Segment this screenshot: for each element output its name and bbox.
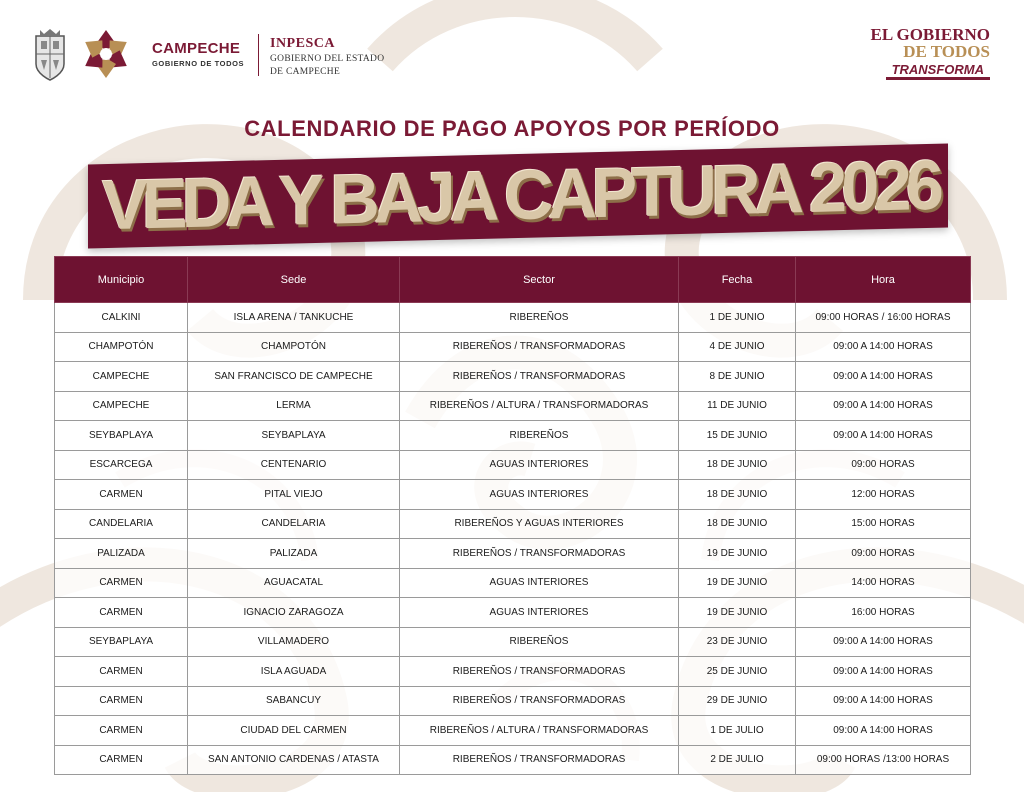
page-title: CALENDARIO DE PAGO APOYOS POR PERÍODO — [244, 116, 780, 141]
cell-sector: RIBEREÑOS / ALTURA / TRANSFORMADORAS — [400, 716, 679, 746]
cell-fecha: 18 DE JUNIO — [679, 509, 796, 539]
cell-municipio: CAMPECHE — [55, 362, 188, 392]
table-row — [55, 303, 971, 333]
cell-municipio: CHAMPOTÓN — [55, 332, 188, 362]
inpesca-title: INPESCA — [270, 36, 335, 51]
campeche-title: CAMPECHE — [152, 40, 241, 57]
table-row — [55, 598, 971, 628]
cell-sede: ISLA ARENA / TANKUCHE — [188, 303, 400, 333]
campeche-star-logo — [80, 28, 132, 80]
cell-sede: CIUDAD DEL CARMEN — [188, 716, 400, 746]
cell-sede: AGUACATAL — [188, 568, 400, 598]
cell-sector: RIBEREÑOS — [400, 303, 679, 333]
cell-fecha: 23 DE JUNIO — [679, 627, 796, 657]
table-row — [55, 686, 971, 716]
cell-hora: 09:00 A 14:00 HORAS — [796, 686, 971, 716]
cell-municipio: SEYBAPLAYA — [55, 421, 188, 451]
cell-hora: 09:00 A 14:00 HORAS — [796, 362, 971, 392]
cell-municipio: CARMEN — [55, 480, 188, 510]
inpesca-wordmark — [270, 36, 384, 78]
table-body — [55, 303, 971, 775]
cell-hora: 09:00 A 14:00 HORAS — [796, 332, 971, 362]
gobierno-line-3: TRANSFORMA — [886, 62, 990, 80]
cell-sector: RIBEREÑOS / TRANSFORMADORAS — [400, 539, 679, 569]
gobierno-de-todos-logo — [868, 26, 990, 80]
cell-municipio: CARMEN — [55, 686, 188, 716]
cell-hora: 09:00 HORAS / 16:00 HORAS — [796, 303, 971, 333]
cell-hora: 15:00 HORAS — [796, 509, 971, 539]
banner-title: VEDA Y BAJA CAPTURA 2026 — [101, 145, 939, 245]
cell-fecha: 18 DE JUNIO — [679, 450, 796, 480]
cell-hora: 12:00 HORAS — [796, 480, 971, 510]
cell-fecha: 19 DE JUNIO — [679, 598, 796, 628]
coat-of-arms-logo — [32, 28, 68, 82]
gobierno-line-1: EL GOBIERNO — [870, 25, 990, 44]
cell-municipio: SEYBAPLAYA — [55, 627, 188, 657]
cell-fecha: 2 DE JULIO — [679, 745, 796, 775]
campeche-wordmark — [152, 40, 244, 68]
table-row — [55, 627, 971, 657]
cell-fecha: 19 DE JUNIO — [679, 568, 796, 598]
column-header-fecha: Fecha — [679, 257, 796, 303]
inpesca-line-1: GOBIERNO DEL ESTADO — [270, 54, 385, 64]
cell-sede: CHAMPOTÓN — [188, 332, 400, 362]
column-header-sector: Sector — [400, 257, 679, 303]
cell-municipio: CALKINI — [55, 303, 188, 333]
cell-sede: SAN ANTONIO CARDENAS / ATASTA — [188, 745, 400, 775]
cell-sede: CANDELARIA — [188, 509, 400, 539]
cell-sector: AGUAS INTERIORES — [400, 568, 679, 598]
cell-sede: LERMA — [188, 391, 400, 421]
cell-sector: AGUAS INTERIORES — [400, 450, 679, 480]
header-divider — [258, 34, 259, 76]
cell-sector: RIBEREÑOS Y AGUAS INTERIORES — [400, 509, 679, 539]
table-row — [55, 421, 971, 451]
cell-sector: RIBEREÑOS / TRANSFORMADORAS — [400, 362, 679, 392]
campeche-subtitle: GOBIERNO DE TODOS — [152, 59, 245, 68]
cell-sede: VILLAMADERO — [188, 627, 400, 657]
cell-municipio: CARMEN — [55, 657, 188, 687]
cell-sede: SABANCUY — [188, 686, 400, 716]
column-header-hora: Hora — [796, 257, 971, 303]
cell-hora: 09:00 A 14:00 HORAS — [796, 657, 971, 687]
header — [0, 0, 1024, 110]
cell-hora: 09:00 HORAS /13:00 HORAS — [796, 745, 971, 775]
table-row — [55, 568, 971, 598]
cell-municipio: CARMEN — [55, 598, 188, 628]
cell-fecha: 4 DE JUNIO — [679, 332, 796, 362]
cell-hora: 09:00 A 14:00 HORAS — [796, 391, 971, 421]
cell-municipio: CARMEN — [55, 745, 188, 775]
cell-sector: RIBEREÑOS — [400, 627, 679, 657]
table-row — [55, 480, 971, 510]
cell-hora: 09:00 A 14:00 HORAS — [796, 716, 971, 746]
cell-hora: 09:00 A 14:00 HORAS — [796, 421, 971, 451]
cell-sector: RIBEREÑOS / ALTURA / TRANSFORMADORAS — [400, 391, 679, 421]
table-row — [55, 391, 971, 421]
cell-sede: IGNACIO ZARAGOZA — [188, 598, 400, 628]
cell-fecha: 8 DE JUNIO — [679, 362, 796, 392]
cell-fecha: 25 DE JUNIO — [679, 657, 796, 687]
gobierno-line-2: DE TODOS — [903, 42, 990, 61]
cell-sede: PALIZADA — [188, 539, 400, 569]
cell-fecha: 18 DE JUNIO — [679, 480, 796, 510]
cell-fecha: 15 DE JUNIO — [679, 421, 796, 451]
column-header-municipio: Municipio — [55, 257, 188, 303]
cell-fecha: 19 DE JUNIO — [679, 539, 796, 569]
table-row — [55, 509, 971, 539]
cell-sector: RIBEREÑOS — [400, 421, 679, 451]
cell-municipio: PALIZADA — [55, 539, 188, 569]
table-row — [55, 332, 971, 362]
table-row — [55, 657, 971, 687]
cell-municipio: ESCARCEGA — [55, 450, 188, 480]
cell-hora: 16:00 HORAS — [796, 598, 971, 628]
cell-sede: ISLA AGUADA — [188, 657, 400, 687]
cell-municipio: CARMEN — [55, 716, 188, 746]
cell-municipio: CAMPECHE — [55, 391, 188, 421]
cell-sector: RIBEREÑOS / TRANSFORMADORAS — [400, 686, 679, 716]
table-row — [55, 716, 971, 746]
table-row — [55, 745, 971, 775]
cell-sector: AGUAS INTERIORES — [400, 598, 679, 628]
cell-fecha: 29 DE JUNIO — [679, 686, 796, 716]
cell-fecha: 1 DE JUNIO — [679, 303, 796, 333]
cell-sector: AGUAS INTERIORES — [400, 480, 679, 510]
cell-hora: 09:00 A 14:00 HORAS — [796, 627, 971, 657]
table-row — [55, 539, 971, 569]
cell-fecha: 1 DE JULIO — [679, 716, 796, 746]
column-header-sede: Sede — [188, 257, 400, 303]
cell-sede: SAN FRANCISCO DE CAMPECHE — [188, 362, 400, 392]
table-row — [55, 450, 971, 480]
cell-hora: 09:00 HORAS — [796, 450, 971, 480]
cell-sector: RIBEREÑOS / TRANSFORMADORAS — [400, 745, 679, 775]
cell-sector: RIBEREÑOS / TRANSFORMADORAS — [400, 332, 679, 362]
cell-fecha: 11 DE JUNIO — [679, 391, 796, 421]
inpesca-line-2: DE CAMPECHE — [270, 67, 341, 77]
payment-calendar-table — [54, 256, 971, 775]
table-header-row — [55, 257, 971, 303]
cell-sede: CENTENARIO — [188, 450, 400, 480]
cell-municipio: CANDELARIA — [55, 509, 188, 539]
cell-hora: 14:00 HORAS — [796, 568, 971, 598]
table-row — [55, 362, 971, 392]
cell-sector: RIBEREÑOS / TRANSFORMADORAS — [400, 657, 679, 687]
cell-sede: SEYBAPLAYA — [188, 421, 400, 451]
cell-hora: 09:00 HORAS — [796, 539, 971, 569]
cell-municipio: CARMEN — [55, 568, 188, 598]
cell-sede: PITAL VIEJO — [188, 480, 400, 510]
